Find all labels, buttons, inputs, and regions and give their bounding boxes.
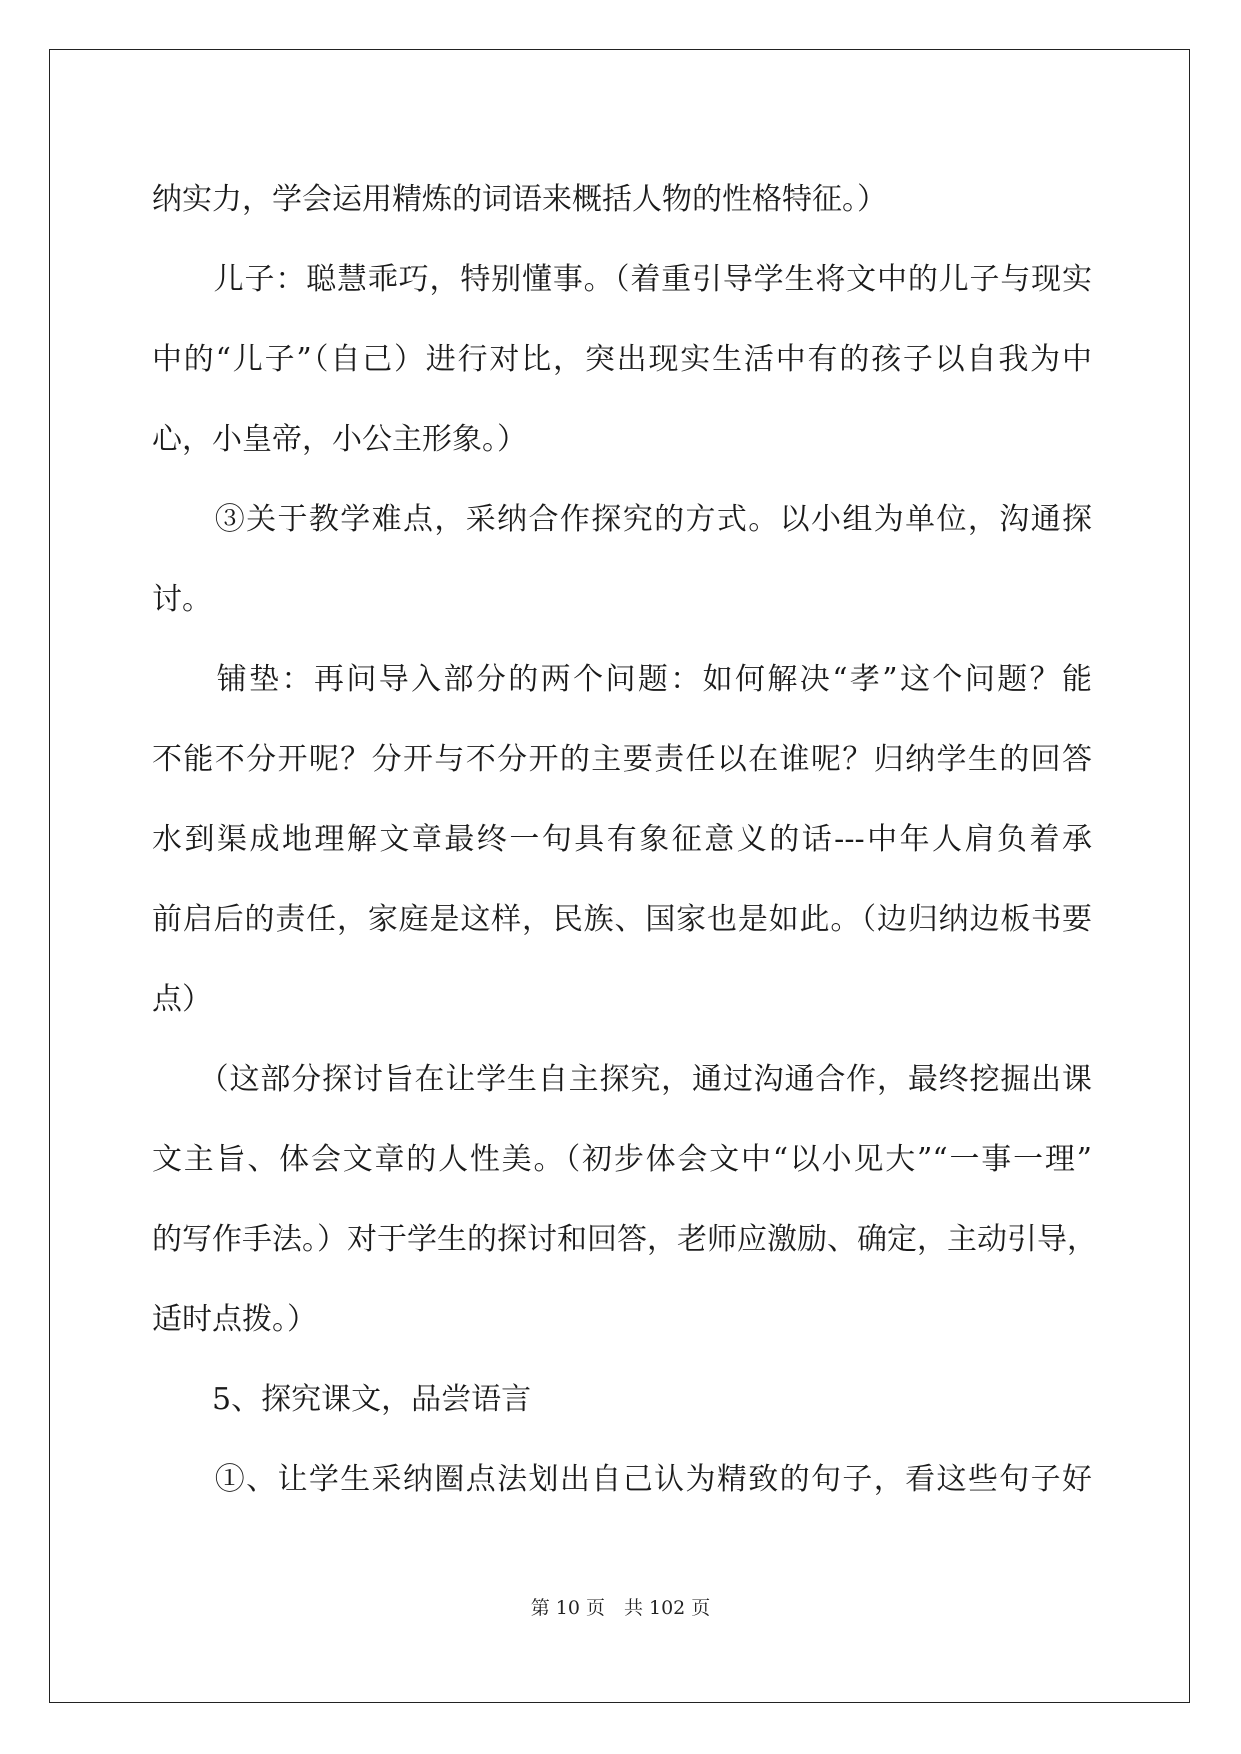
text-line: 不能不分开呢？分开与不分开的主要责任以在谁呢？归纳学生的回答 <box>152 742 1092 777</box>
text-line: ③关于教学难点，采纳合作探究的方式。以小组为单位，沟通探 <box>152 502 1092 537</box>
text-line: 适时点拨。） <box>152 1302 317 1337</box>
text-line: 讨。 <box>152 582 212 617</box>
text-line: 中的“儿子”（自己）进行对比，突出现实生活中有的孩子以自我为中 <box>152 342 1092 377</box>
text-line: 点） <box>152 982 212 1017</box>
text-line: 文主旨、体会文章的人性美。（初步体会文中“以小见大”“一事一理” <box>152 1142 1092 1177</box>
text-line: 儿子：聪慧乖巧，特别懂事。（着重引导学生将文中的儿子与现实 <box>152 262 1092 297</box>
text-line: 前启后的责任，家庭是这样，民族、国家也是如此。（边归纳边板书要 <box>152 902 1092 937</box>
document-body <box>152 160 1097 1520</box>
text-line: 心，小皇帝，小公主形象。） <box>152 422 527 457</box>
text-line: 铺垫：再问导入部分的两个问题：如何解决“孝”这个问题？能 <box>152 662 1092 697</box>
text-line: 5、探究课文，品尝语言 <box>152 1382 532 1417</box>
text-line: 纳实力，学会运用精炼的词语来概括人物的性格特征。） <box>152 182 887 217</box>
text-line: 的写作手法。）对于学生的探讨和回答，老师应激励、确定，主动引导， <box>152 1222 1097 1257</box>
text-line: ①、让学生采纳圈点法划出自己认为精致的句子，看这些句子好 <box>152 1462 1092 1497</box>
text-line: 水到渠成地理解文章最终一句具有象征意义的话---中年人肩负着承 <box>152 822 1092 857</box>
page-footer: 第 10 页 共 102 页 <box>530 1597 711 1619</box>
text-line: （这部分探讨旨在让学生自主探究，通过沟通合作，最终挖掘出课 <box>152 1062 1092 1097</box>
